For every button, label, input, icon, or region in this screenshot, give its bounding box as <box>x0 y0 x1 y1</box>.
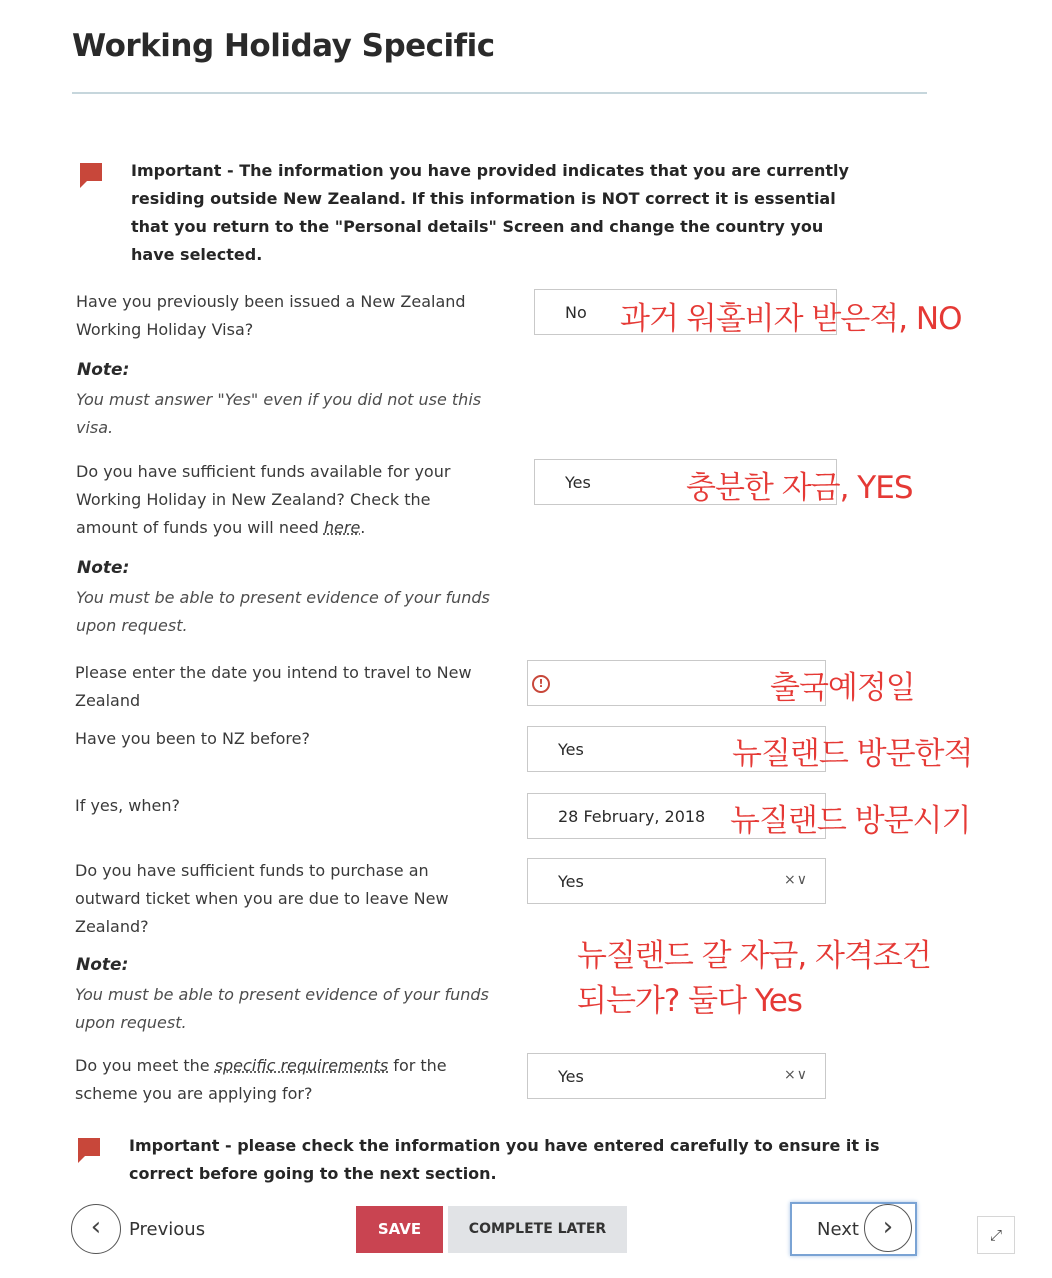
flag-icon <box>80 163 102 189</box>
sufficient-funds-value: Yes <box>565 473 591 492</box>
annotation-previous-visa: 과거 워홀비자 받은적, NO <box>620 301 962 337</box>
note-body-outward: You must be able to present evidence of your funds upon request. <box>75 985 489 1032</box>
note-body-funds: You must be able to present evidence of your funds upon request. <box>76 588 490 635</box>
next-button[interactable] <box>790 1202 917 1256</box>
specific-requirements-value: Yes <box>558 1067 584 1086</box>
annotation-sufficient-funds: 충분한 자금, YES <box>686 470 913 506</box>
chevron-right-circle <box>864 1204 912 1252</box>
specific-requirements-link[interactable]: specific requirements <box>214 1056 389 1075</box>
next-label: Next <box>817 1219 859 1240</box>
previous-visa-value: No <box>565 303 587 322</box>
note-title: Note: <box>77 558 130 578</box>
been-to-nz-value: Yes <box>558 740 584 759</box>
question-been-to-nz: Have you been to NZ before? <box>75 729 310 748</box>
note-title: Note: <box>76 955 129 975</box>
save-button[interactable]: SAVE <box>356 1206 443 1253</box>
flag-icon <box>78 1138 100 1164</box>
page-title: Working Holiday Specific <box>72 28 495 64</box>
note-body-visa: You must answer "Yes" even if you did not use this visa. <box>76 390 482 437</box>
annotation-funds-requirements-1: 뉴질랜드 갈 자금, 자격조건 <box>577 938 931 974</box>
complete-later-button[interactable]: COMPLETE LATER <box>448 1206 627 1253</box>
important-notice-bottom: Important - please check the information you have entered carefully to ensure it is correct before going to the next section. <box>129 1136 880 1183</box>
annotation-visit-date: 뉴질랜드 방문시기 <box>730 803 971 839</box>
clear-chevron-down-icon[interactable]: ×∨ <box>784 1067 808 1083</box>
important-notice-top: Important - The information you have provided indicates that you are currently residing outside New Zealand. If this information is NOT correct it is essential that you return to the "Personal details" Screen and change the country you have selected. <box>131 161 849 264</box>
chevron-left-icon: ‹ <box>90 1212 102 1242</box>
question-specific-requirements: Do you meet the specific requirements for the scheme you are applying for? <box>75 1056 447 1103</box>
previous-button[interactable] <box>71 1204 121 1254</box>
outward-ticket-value: Yes <box>558 872 584 891</box>
expand-icon[interactable]: ⤢ <box>977 1216 1015 1254</box>
outward-ticket-select[interactable] <box>527 858 826 904</box>
question-previous-visa: Have you previously been issued a New Zealand Working Holiday Visa? <box>76 292 466 339</box>
title-divider <box>72 92 927 94</box>
question-when: If yes, when? <box>75 796 180 815</box>
previous-label[interactable]: Previous <box>129 1219 206 1240</box>
question-sufficient-funds: Do you have sufficient funds available for your Working Holiday in New Zealand? Check the amount of funds you will need here. <box>76 462 451 537</box>
annotation-been-to-nz: 뉴질랜드 방문한적 <box>732 736 973 772</box>
annotation-travel-date: 출국예정일 <box>770 670 915 706</box>
chevron-right-icon: › <box>882 1212 894 1242</box>
annotation-funds-requirements-2: 되는가? 둘다 Yes <box>577 983 802 1019</box>
visit-date-value: 28 February, 2018 <box>558 807 706 826</box>
specific-requirements-select[interactable] <box>527 1053 826 1099</box>
clear-chevron-down-icon[interactable]: ×∨ <box>784 872 808 888</box>
here-link[interactable]: here <box>323 518 361 537</box>
question-outward-ticket: Do you have sufficient funds to purchase an outward ticket when you are due to leave New Zealand? <box>75 861 449 936</box>
question-travel-date: Please enter the date you intend to travel to New Zealand <box>75 663 472 710</box>
note-title: Note: <box>77 360 130 380</box>
alert-icon: ! <box>532 675 550 693</box>
